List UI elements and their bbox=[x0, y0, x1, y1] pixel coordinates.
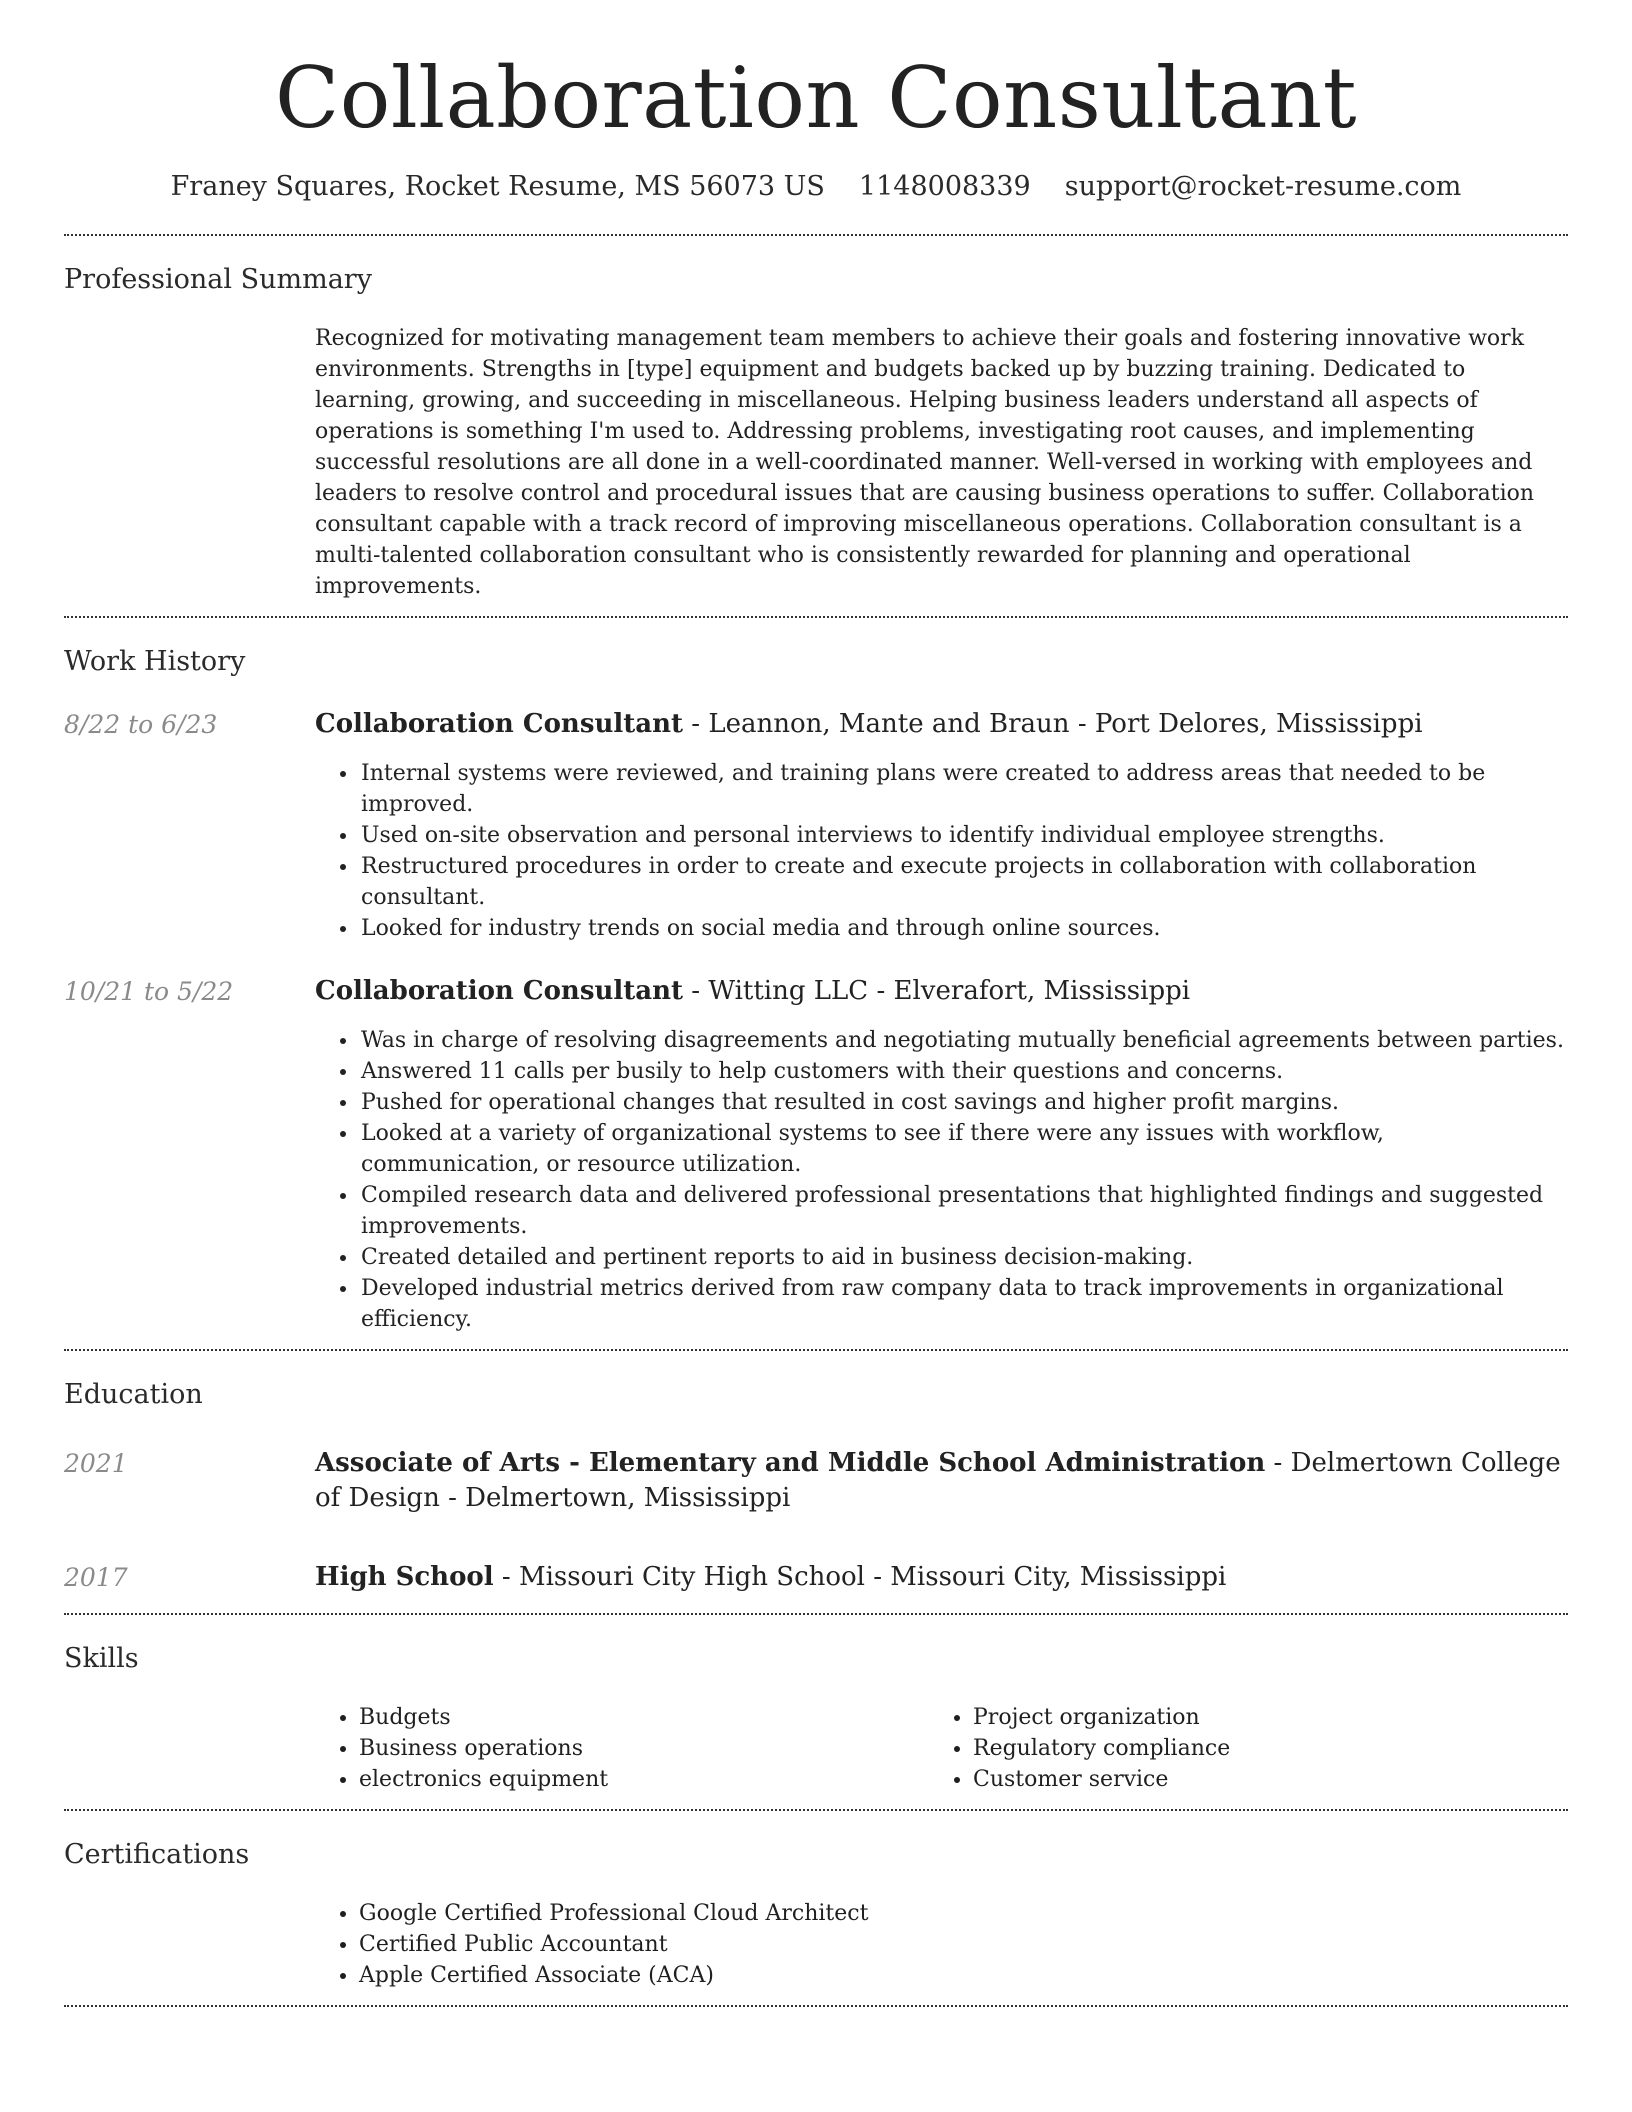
job-entry bbox=[64, 707, 1568, 944]
contact-phone: 1148008339 bbox=[858, 170, 1031, 202]
list-item: • Certified Public Accountant bbox=[359, 1929, 1568, 1960]
candidate-name: Collaboration Consultant bbox=[275, 49, 1357, 147]
education-year: 2021 bbox=[64, 1448, 128, 1478]
skills-columns bbox=[315, 1702, 1568, 1809]
job-bullets bbox=[315, 1025, 1568, 1335]
education-details: - Missouri City High School - Missouri City, Mississippi bbox=[493, 1561, 1227, 1592]
job-role: Collaboration Consultant bbox=[315, 975, 684, 1006]
education-details: - Delmertown College of Design - Delmertown, Mississippi bbox=[315, 1447, 1561, 1513]
list-item: • Used on-site observation and personal interviews to identify individual employee strengths. bbox=[359, 820, 1568, 851]
list-item: • Project organization bbox=[973, 1702, 1543, 1733]
list-item: • Pushed for operational changes that resulted in cost savings and higher profit margins. bbox=[359, 1087, 1568, 1118]
certifications-list bbox=[315, 1898, 1568, 2005]
section-title-skills: Skills bbox=[64, 1642, 139, 1674]
skills-section bbox=[0, 1615, 1632, 1809]
list-item: • Developed industrial metrics derived from raw company data to track improvements in organizational efficiency. bbox=[359, 1273, 1568, 1335]
job-dates: 8/22 to 6/23 bbox=[64, 709, 218, 739]
list-item: • Budgets bbox=[359, 1702, 929, 1733]
resume-header bbox=[0, 0, 1632, 202]
summary-text: Recognized for motivating management team members to achieve their goals and fostering innovative work environments. Strengths in [type] equipment and budgets backed up by buzzing training. Dedicated to learning, growing, and succeeding in miscellaneous. Helping business leaders understand all aspects of operations is something I'm used to. Addressing problems, investigating root causes, and implementing successful resolutions are all done in a well-coordinated manner. Well-versed in working with employees and leaders to resolve control and procedural issues that are causing business operations to suffer. Collaboration consultant capable with a track record of improving miscellaneous operations. Collaboration consultant is a multi-talented collaboration consultant who is consistently rewarded for planning and operational improvements. bbox=[315, 325, 1535, 599]
list-item: • Business operations bbox=[359, 1733, 929, 1764]
section-title-education: Education bbox=[64, 1378, 203, 1410]
contact-address: Franey Squares, Rocket Resume, MS 56073 US bbox=[170, 170, 825, 202]
education-entry bbox=[64, 1446, 1568, 1516]
education-degree: Associate of Arts - Elementary and Middle School Administration bbox=[315, 1447, 1266, 1478]
work-history-section bbox=[0, 618, 1632, 1349]
education-year: 2017 bbox=[64, 1562, 128, 1592]
job-entry bbox=[64, 974, 1568, 1335]
education-heading bbox=[315, 1560, 1568, 1595]
list-item: • Compiled research data and delivered professional presentations that highlighted findings and suggested improvements. bbox=[359, 1180, 1568, 1242]
job-heading bbox=[315, 974, 1568, 1009]
job-body bbox=[315, 707, 1568, 944]
contact-info bbox=[0, 171, 1632, 202]
education-body bbox=[315, 1560, 1568, 1595]
contact-email: support@rocket-resume.com bbox=[1064, 170, 1462, 202]
list-item: • Restructured procedures in order to create and execute projects in collaboration with collaboration consultant. bbox=[359, 851, 1568, 913]
job-bullets bbox=[315, 758, 1568, 944]
education-degree: High School bbox=[315, 1561, 494, 1592]
job-details: - Witting LLC - Elverafort, Mississippi bbox=[683, 975, 1191, 1006]
education-entry bbox=[64, 1560, 1568, 1595]
skills-list-left bbox=[315, 1702, 929, 1795]
list-item: • Google Certified Professional Cloud Architect bbox=[359, 1898, 1568, 1929]
list-item: • electronics equipment bbox=[359, 1764, 929, 1795]
education-heading bbox=[315, 1446, 1568, 1516]
list-item: • Answered 11 calls per busily to help customers with their questions and concerns. bbox=[359, 1056, 1568, 1087]
job-dates: 10/21 to 5/22 bbox=[64, 976, 234, 1006]
list-item: • Looked for industry trends on social media and through online sources. bbox=[359, 913, 1568, 944]
list-item: • Customer service bbox=[973, 1764, 1543, 1795]
list-item: • Looked at a variety of organizational systems to see if there were any issues with workflow, communication, or resource utilization. bbox=[359, 1118, 1568, 1180]
job-role: Collaboration Consultant bbox=[315, 708, 684, 739]
skills-list-right bbox=[929, 1702, 1543, 1795]
list-item: • Created detailed and pertinent reports to aid in business decision-making. bbox=[359, 1242, 1568, 1273]
section-title-certifications: Certifications bbox=[64, 1838, 250, 1870]
job-body bbox=[315, 974, 1568, 1335]
section-title-work: Work History bbox=[64, 645, 246, 677]
list-item: • Internal systems were reviewed, and training plans were created to address areas that needed to be improved. bbox=[359, 758, 1568, 820]
section-divider bbox=[64, 2005, 1568, 2007]
job-heading bbox=[315, 707, 1568, 742]
list-item: • Apple Certified Associate (ACA) bbox=[359, 1960, 1568, 1991]
job-list bbox=[64, 707, 1568, 1349]
list-item: • Was in charge of resolving disagreements and negotiating mutually beneficial agreements between parties. bbox=[359, 1025, 1568, 1056]
education-section bbox=[0, 1351, 1632, 1613]
section-title-summary: Professional Summary bbox=[64, 263, 372, 295]
job-details: - Leannon, Mante and Braun - Port Delores, Mississippi bbox=[683, 708, 1423, 739]
certifications-section bbox=[0, 1811, 1632, 2005]
education-body bbox=[315, 1446, 1568, 1516]
professional-summary-section bbox=[0, 236, 1632, 616]
list-item: • Regulatory compliance bbox=[973, 1733, 1543, 1764]
education-list bbox=[64, 1446, 1568, 1613]
